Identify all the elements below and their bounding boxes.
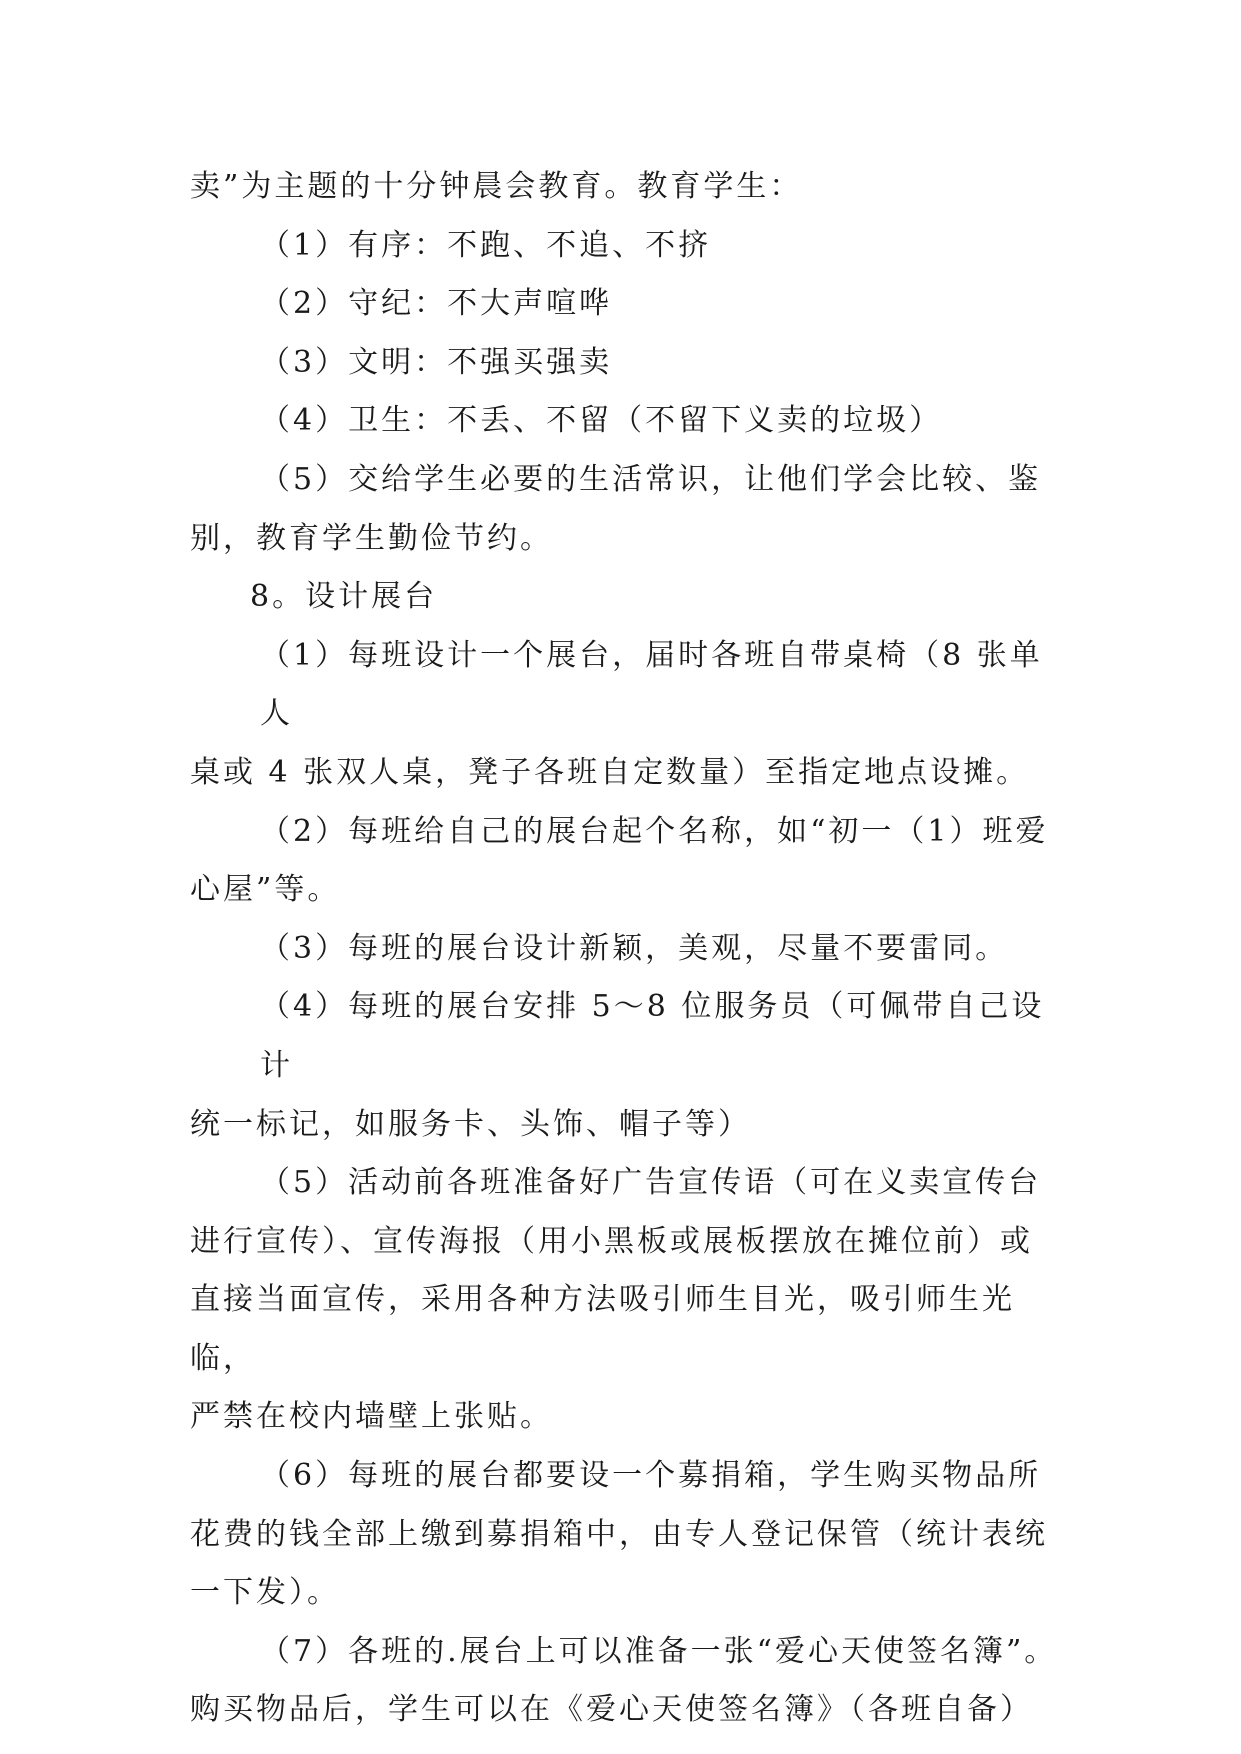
text-line: （6）每班的展台都要设一个募捐箱，学生购买物品所 [260,1458,1042,1494]
text-line: 一下发）。 [190,1575,340,1611]
text-line: 直接当面宣传，采用各种方法吸引师生目光，吸引师生光临， [190,1282,1015,1376]
text-line: （7）各班的.展台上可以准备一张“爱心天使签名簿”。 [260,1633,1058,1669]
text-line: （4）卫生：不丢、不留（不留下义卖的垃圾） [260,403,943,439]
text-line: （5）活动前各班准备好广告宣传语（可在义卖宣传台 [260,1165,1042,1201]
text-line: 进行宣传）、宣传海报（用小黑板或展板摆放在摊位前）或 [190,1223,1033,1259]
section-heading: 8。设计展台 [250,579,438,615]
text-line: 花费的钱全部上缴到募捐箱中，由专人登记保管（统计表统 [190,1516,1048,1552]
text-line: 购买物品后，学生可以在《爱心天使签名簿》（各班自备） [190,1692,1033,1728]
text-line: 卖”为主题的十分钟晨会教育。教育学生： [190,169,803,204]
text-line: 严禁在校内墙壁上张贴。 [190,1399,553,1435]
text-line: 统一标记，如服务卡、头饰、帽子等） [190,1106,751,1142]
text-line: （3）文明：不强买强卖 [260,344,613,380]
text-line: 心屋”等。 [190,872,341,908]
text-line: （1）每班设计一个展台，届时各班自带桌椅（8 张单人 [260,637,1043,732]
text-line: （2）每班给自己的展台起个名称，如“初一（1）班爱 [260,813,1049,849]
text-line: （5）交给学生必要的生活常识，让他们学会比较、鉴 [260,461,1042,497]
text-line: 桌或 4 张双人桌，凳子各班自定数量）至指定地点设摊。 [190,754,1030,790]
document-body [190,158,1070,1740]
text-line: （2）守纪：不大声喧哗 [260,286,613,322]
text-line: （3）每班的展台设计新颖，美观，尽量不要雷同。 [260,930,1009,966]
text-line: 别，教育学生勤俭节约。 [190,520,553,556]
text-line: （4）每班的展台安排 5～8 位服务员（可佩带自己设计 [260,989,1045,1083]
text-line: （1）有序：不跑、不追、不挤 [260,227,712,263]
